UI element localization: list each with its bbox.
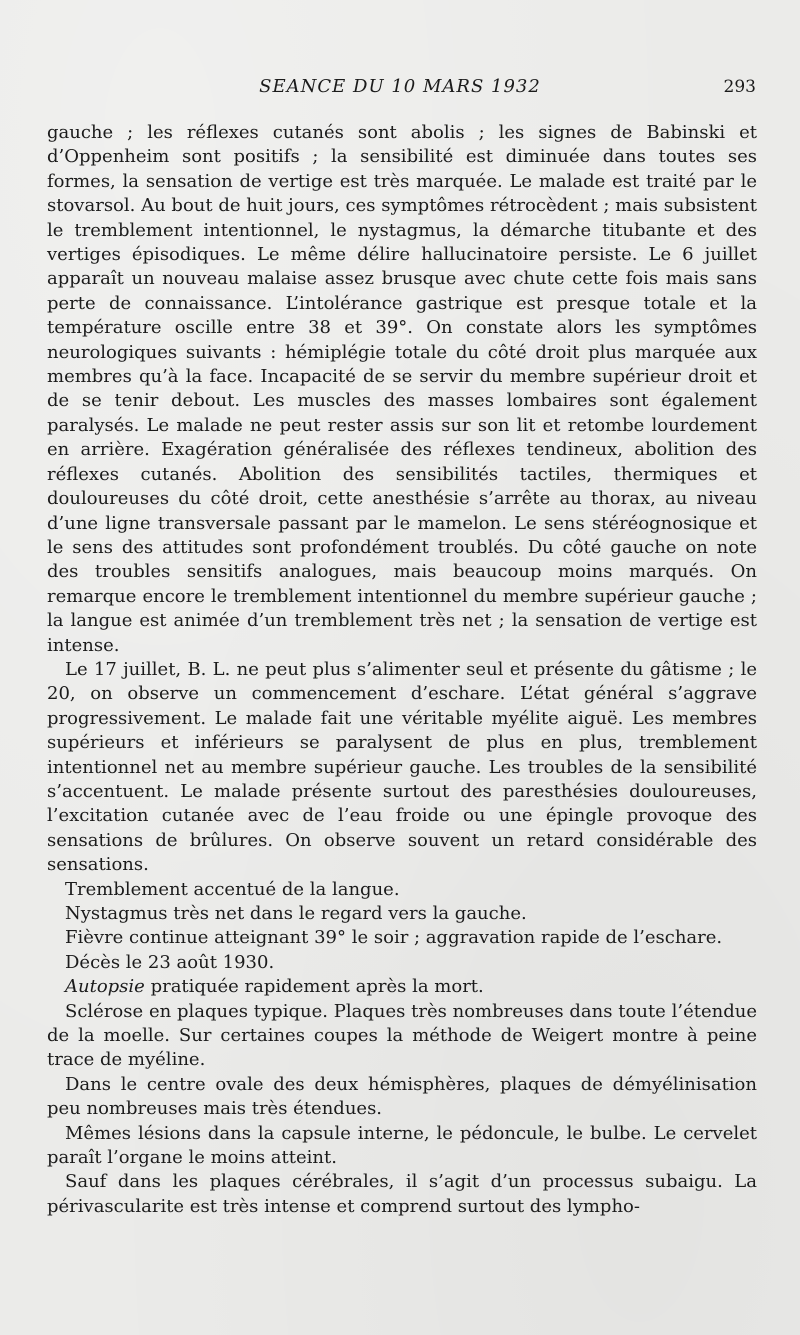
page-header: [0, 76, 800, 102]
paragraph-7: [47, 975, 757, 999]
paragraph-7-text: pratiquée rapidement après la mort.: [144, 976, 484, 998]
paragraph-2: Le 17 juillet, B. L. ne peut plus s’alimenter seul et présente du gâtisme ; le 20, on observe un commencement d’eschare. L’état général s’aggrave progressivement. Le malade fait une véritable myélite aiguë. Les membres supérieurs et inférieurs se paralysent de plus en plus, tremblement intentionnel net au membre supérieur gauche. Les troubles de la sensibilité s’accentuent. Le malade présente surtout des paresthésies douloureuses, l’excitation cutanée avec de l’eau froide ou une épingle provoque des sensations de brûlures. On observe souvent un retard considérable des sensations.: [47, 658, 757, 876]
paragraph-4: Nystagmus très net dans le regard vers la gauche.: [65, 903, 527, 924]
paragraph-8: Sclérose en plaques typique. Plaques très nombreuses dans toute l’étendue de la moelle. Sur certaines coupes la méthode de Weigert montre à peine trace de myéline.: [47, 1000, 757, 1071]
paragraph-6: Décès le 23 août 1930.: [65, 951, 275, 973]
page-number: 293: [723, 77, 756, 97]
paragraph-3: Tremblement accentué de la langue.: [65, 878, 400, 900]
autopsie-heading: Autopsie: [65, 976, 145, 998]
paragraph-1: gauche ; les réflexes cutanés sont abolis ; les signes de Babinski et d’Oppenheim sont positifs ; la sensibilité est diminuée dans toutes ses formes, la sensation de vertige est très marquée. Le malade est traité par le stovarsol. Au bout de huit jours, ces symptômes rétrocèdent ; mais subsistent le tremblement intentionnel, le nystagmus, la démarche titubante et des vertiges épisodiques. Le même délire hallucinatoire persiste. Le 6 juillet apparaît un nouveau malaise assez brusque avec chute cette fois mais sans perte de connaissance. L’intolérance gastrique est presque totale et la température oscille entre 38 et 39°. On constate alors les symptômes neurologiques suivants : hémiplégie totale du côté droit plus marquée aux membres qu’à la face. Incapacité de se servir du membre supérieur droit et de se tenir debout. Les muscles des masses lombaires sont également paralysés. Le malade ne peut rester assis sur son lit et retombe lourdement en arrière. Exagération généralisée des réflexes tendineux, abolition des réflexes cutanés. Abolition des sensibilités tactiles, thermiques et douloureuses du côté droit, cette anesthésie s’arrête au thorax, au niveau d’une ligne transversale passant par le mamelon. Le sens stéréognosique et le sens des attitudes sont profondément troublés. Du côté gauche on note des troubles sensitifs analogues, mais beaucoup moins marqués. On remarque encore le tremblement intentionnel du membre supérieur gauche ; la langue est animée d’un tremblement très net ; la sensation de vertige est intense.: [47, 122, 757, 656]
paragraph-9: Dans le centre ovale des deux hémisphères, plaques de démyélinisation peu nombreuses mais très étendues.: [47, 1073, 757, 1120]
paragraph-11: Sauf dans les plaques cérébrales, il s’agit d’un processus subaigu. La périvascularite est très intense et comprend surtout des lympho-: [47, 1171, 757, 1217]
paragraph-5: Fièvre continue atteignant 39° le soir ; aggravation rapide de l’eschare.: [65, 927, 723, 949]
body-text: [47, 121, 757, 1219]
paragraph-10: Mêmes lésions dans la capsule interne, le pédoncule, le bulbe. Le cervelet paraît l’organe le moins atteint.: [47, 1122, 757, 1169]
running-title: SEANCE DU 10 MARS 1932: [259, 76, 541, 97]
